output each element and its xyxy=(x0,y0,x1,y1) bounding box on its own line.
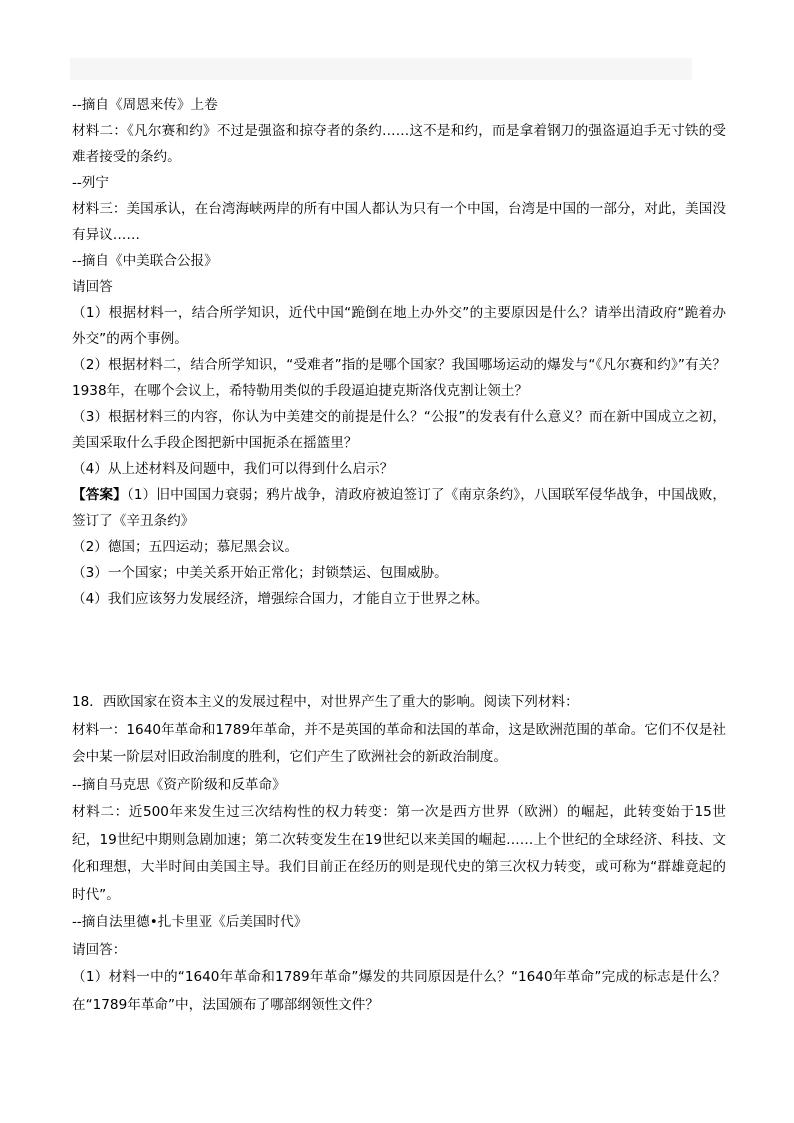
source-citation: --列宁 xyxy=(72,175,109,191)
answer-4: （4）我们应该努力发展经济，增强综合国力，才能自立于世界之林。 xyxy=(72,591,489,607)
material-2: 材料二：《凡尔赛和约》不过是强盗和掠夺者的条约……这不是和约，而是拿着钢刀的强盗逼迫手无寸铁的受难者接受的条约。 xyxy=(72,123,726,165)
question-stem: 18．西欧国家在资本主义的发展过程中，对世界产生了重大的影响。阅读下列材料： xyxy=(72,694,579,710)
header-band xyxy=(70,58,692,80)
question-1: （1）材料一中的“1640年革命和1789年革命”爆发的共同原因是什么？“1640年革命”完成的标志是什么？在“1789年革命”中，法国颁布了哪部纲领性文件？ xyxy=(72,969,726,1013)
prompt: 请回答 xyxy=(72,279,113,295)
question-2: （2）根据材料二，结合所学知识，“受难者”指的是哪个国家？我国哪场运动的爆发与“《凡尔赛和约》”有关？1938年，在哪个会议上，希特勒用类似的手段逼迫捷克斯洛伐克割让领土？ xyxy=(72,357,726,399)
answer-3: （3）一个国家；中美关系开始正常化；封锁禁运、包围威胁。 xyxy=(72,565,448,581)
material-1: 材料一：1640年革命和1789年革命，并不是英国的革命和法国的革命，这是欧洲范围的革命。它们不仅是社会中某一阶层对旧政治制度的胜利，它们产生了欧洲社会的新政治制度。 xyxy=(72,721,726,765)
prompt: 请回答： xyxy=(72,941,127,958)
question-17-section xyxy=(72,92,726,612)
answer-2: （2）德国；五四运动；慕尼黑会议。 xyxy=(72,539,299,555)
material-2: 材料二：近500年来发生过三次结构性的权力转变：第一次是西方世界（欧洲）的崛起，此转变始于15世纪，19世纪中期则急剧加速；第二次转变发生在19世纪以来美国的崛起……上个世纪的全球经济、科技、文化和理想，大半时间由美国主导。我们目前正在经历的则是现代史的第三次权力转变，或可称为“群雄竟起的时代”。 xyxy=(72,804,726,903)
answer-1-text: （1）旧中国国力衰弱；鸦片战争，清政府被迫签订了《南京条约》，八国联军侵华战争，中国战败，签订了《辛丑条约》 xyxy=(72,487,727,529)
question-4: （4）从上述材料及问题中，我们可以得到什么启示？ xyxy=(72,461,394,477)
question-18-section xyxy=(72,689,726,1019)
question-3: （3）根据材料三的内容，你认为中美建交的前提是什么？“公报”的发表有什么意义？而在新中国成立之初，美国采取什么手段企图把新中国扼杀在摇篮里？ xyxy=(72,409,726,451)
source-citation: --摘自法里德•扎卡里亚《后美国时代》 xyxy=(72,914,308,930)
answer-1 xyxy=(72,482,726,534)
source-citation: --摘自马克思《资产阶级和反革命》 xyxy=(72,776,286,793)
answer-label: 【答案】 xyxy=(72,487,127,503)
source-citation: --摘自《周恩来传》上卷 xyxy=(72,97,218,113)
question-1: （1）根据材料一，结合所学知识，近代中国“跪倒在地上办外交”的主要原因是什么？请举出清政府“跪着办外交”的两个事例。 xyxy=(72,305,726,347)
source-citation: --摘自《中美联合公报》 xyxy=(72,253,218,269)
material-3: 材料三：美国承认，在台湾海峡两岸的所有中国人都认为只有一个中国，台湾是中国的一部分，对此，美国没有异议…… xyxy=(72,201,726,243)
